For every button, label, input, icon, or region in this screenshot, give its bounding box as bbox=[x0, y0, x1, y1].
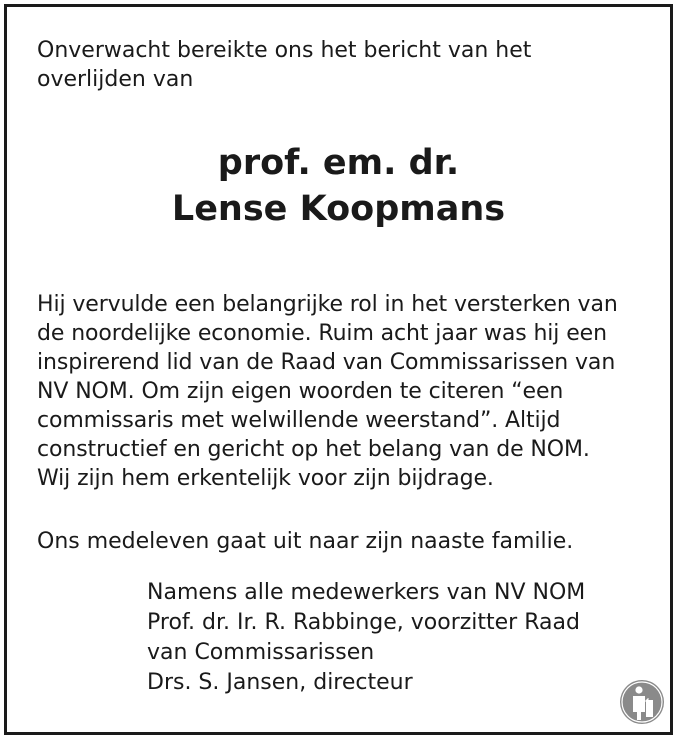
deceased-title: prof. em. dr. bbox=[217, 143, 460, 183]
tribute-line: inspirerend lid van de Raad van Commissarissen van bbox=[37, 350, 616, 375]
tribute-line: Wij zijn hem erkentelijk voor zijn bijdrage. bbox=[37, 466, 494, 491]
deceased-fullname: Lense Koopmans bbox=[171, 189, 506, 229]
signature-line: Drs. S. Jansen, directeur bbox=[147, 670, 413, 695]
tribute-text bbox=[37, 290, 647, 493]
signature-block bbox=[147, 578, 585, 698]
tribute-line: commissaris met welwillende weerstand”. Altijd bbox=[37, 408, 561, 433]
tribute-line: Hij vervulde een belangrijke rol in het versterken van bbox=[37, 292, 618, 317]
signature-line: van Commissarissen bbox=[147, 640, 375, 665]
deceased-name bbox=[0, 140, 677, 232]
signature-line: Prof. dr. Ir. R. Rabbinge, voorzitter Raad bbox=[147, 610, 580, 635]
tribute-line: NV NOM. Om zijn eigen woorden te citeren “een bbox=[37, 379, 564, 404]
condolence-text: Ons medeleven gaat uit naar zijn naaste familie. bbox=[37, 529, 574, 554]
intro-text bbox=[37, 36, 597, 94]
tribute-line: de noordelijke economie. Ruim acht jaar was hij een bbox=[37, 321, 607, 346]
memorial-figure-icon[interactable] bbox=[619, 679, 665, 725]
tribute-line: constructief en gericht op het belang van de NOM. bbox=[37, 437, 590, 462]
intro-line: overlijden van bbox=[37, 67, 194, 92]
intro-line: Onverwacht bereikte ons het bericht van het bbox=[37, 38, 532, 63]
signature-line: Namens alle medewerkers van NV NOM bbox=[147, 580, 586, 605]
